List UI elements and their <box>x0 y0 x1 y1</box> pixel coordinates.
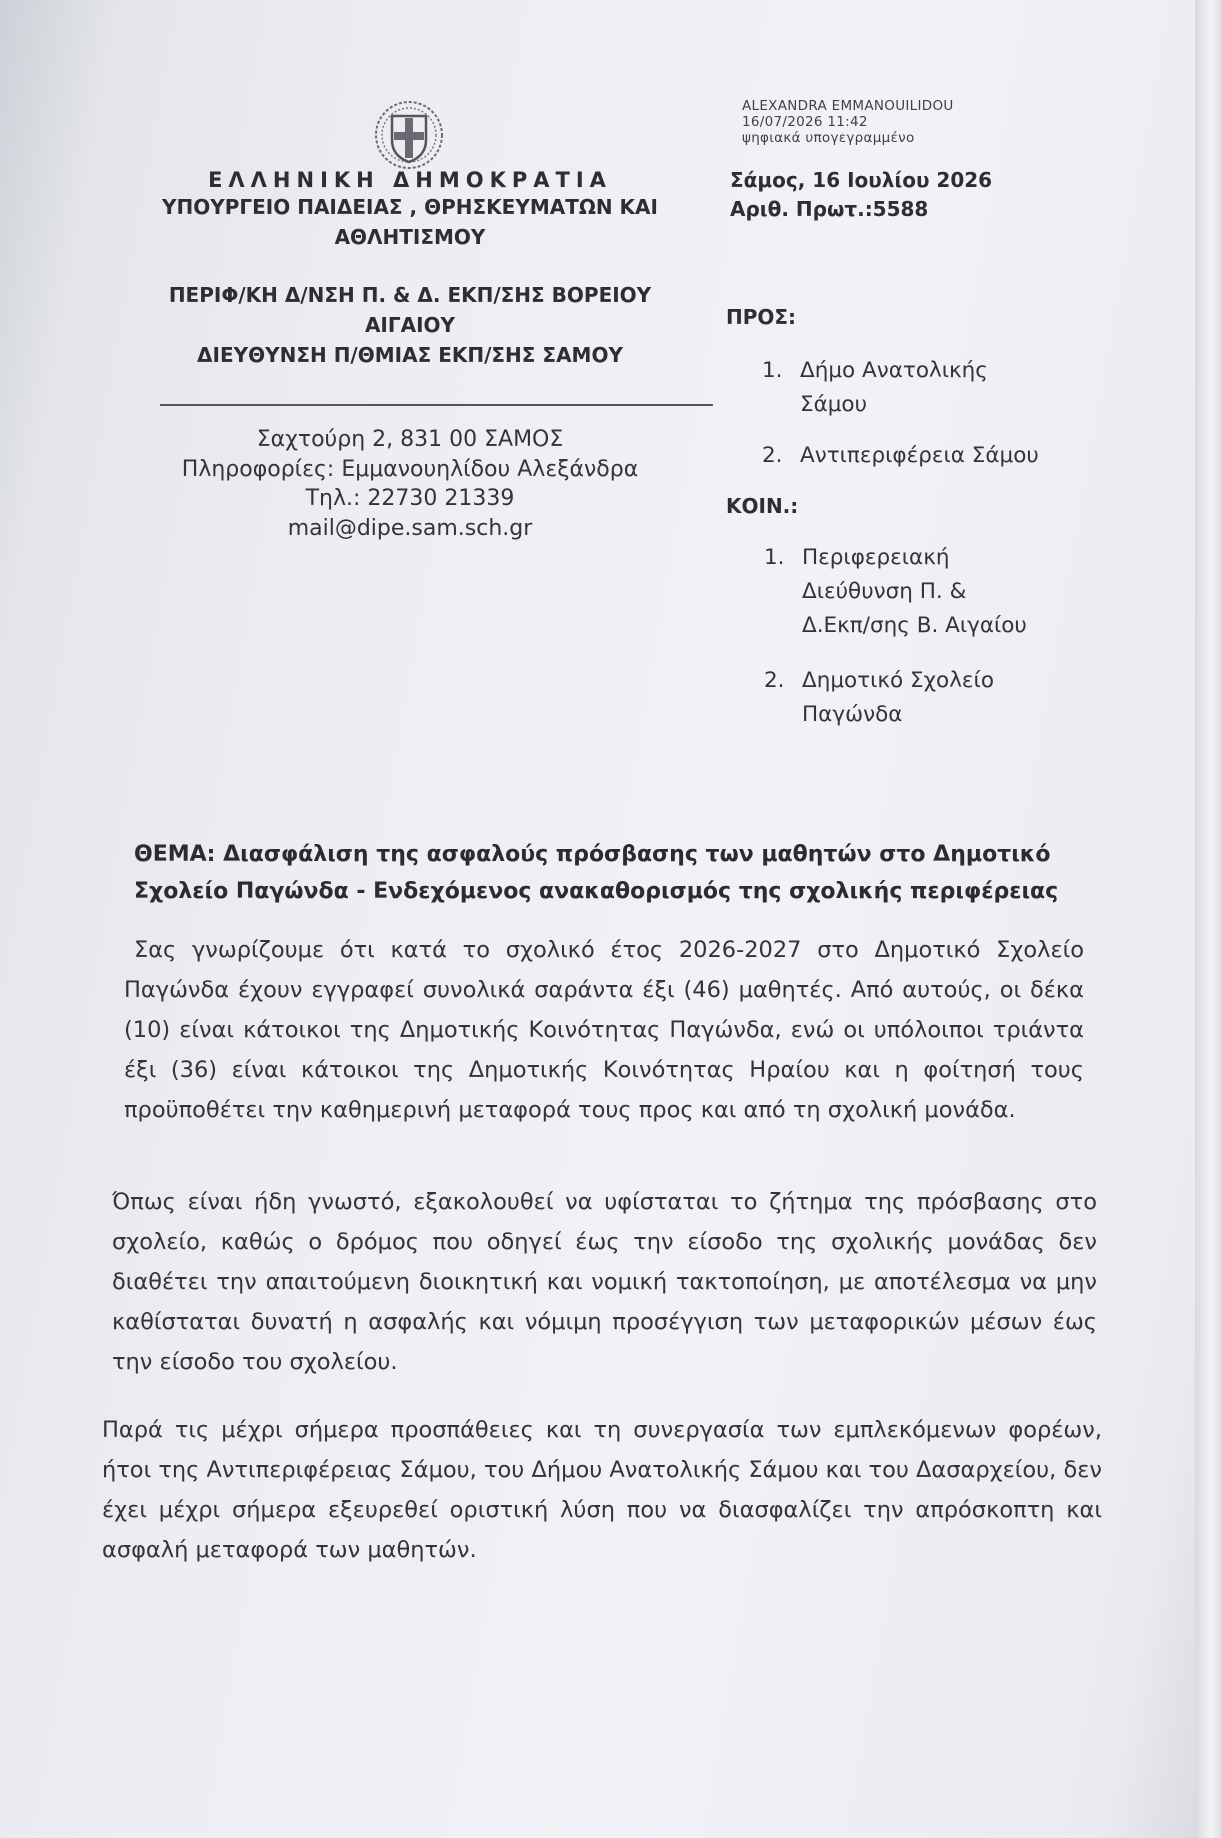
cc-recipient-item <box>764 541 1102 643</box>
recipient-number: 2. <box>762 443 783 468</box>
recipient-number: 2. <box>764 668 785 693</box>
region-line-1: ΠΕΡΙΦ/ΚΗ Δ/ΝΣΗ Π. & Δ. ΕΚΠ/ΣΗΣ ΒΟΡΕΙΟΥ <box>168 283 652 307</box>
recipient-line: Δήμο Ανατολικής <box>800 358 988 383</box>
subject-heading <box>134 836 1064 910</box>
recipient-item <box>762 354 1050 422</box>
recipient-item <box>762 439 1100 473</box>
recipient-number: 1. <box>762 358 783 383</box>
greek-emblem-icon <box>372 98 446 172</box>
recipient-line: Δ.Εκπ/σης Β. Αιγαίου <box>802 613 1027 638</box>
document-date: Σάμος, 16 Ιουλίου 2026 <box>730 168 993 192</box>
contact-address: Σαχτούρη 2, 831 00 ΣΑΜΟΣ <box>256 427 564 452</box>
recipient-line: Αντιπεριφέρεια Σάμου <box>800 443 1039 468</box>
body-paragraph-2: Όπως είναι ήδη γνωστό, εξακολουθεί να υφίσταται το ζήτημα της πρόσβασης στο σχολείο, καθώς ο δρόμος που οδηγεί έως την είσοδο της σχολικής μονάδας δεν διαθέτει την απαιτούμενη διοικητική και νομική τακτοποίηση, με αποτέλεσμα να μην καθίσταται δυνατή η ασφαλής και νόμιμη προσέγγιση των μεταφορικών μέσων έως την είσοδο του σχολείου. <box>112 1189 1097 1375</box>
region-line-2: ΑΙΓΑΙΟΥ <box>364 313 456 337</box>
ministry-name <box>150 192 670 252</box>
subject-line-2: Σχολείο Παγώνδα - Ενδεχόμενος ανακαθορισμός της σχολικής περιφέρειας <box>134 879 1059 904</box>
cc-recipient-item <box>764 664 1052 732</box>
digital-signature-stamp <box>742 98 954 146</box>
contact-info: Πληροφορίες: Εμμανουηλίδου Αλεξάνδρα <box>181 456 639 482</box>
body-paragraph-1: Σας γνωρίζουμε ότι κατά το σχολικό έτος 2026-2027 στο Δημοτικό Σχολείο Παγώνδα έχουν εγγραφεί συνολικά σαράντα έξι (46) μαθητές. Από αυτούς, οι δέκα (10) είναι κάτοικοι της Δημοτικής Κοινότητας Παγώνδα, ενώ οι υπόλοιποι τριάντα έξι (36) είναι κάτοικοι της Δημοτικής Κοινότητας Ηραίου και η φοίτησή τους προϋποθέτει την καθημερινή μεταφορά τους προς και από τη σχολική μονάδα. <box>124 937 1084 1123</box>
to-label: ΠΡΟΣ: <box>726 305 797 329</box>
republic-title: ΕΛΛΗΝΙΚΗ ΔΗΜΟΚΡΑΤΙΑ <box>208 168 612 192</box>
recipient-number: 1. <box>764 545 785 570</box>
subject-line-1: ΘΕΜΑ: Διασφάλιση της ασφαλούς πρόσβασης των μαθητών στο Δημοτικό <box>134 842 1051 867</box>
regional-directorate <box>150 280 670 370</box>
recipient-line: Παγώνδα <box>802 702 903 727</box>
region-line-3: ΔΙΕΥΘΥΝΣΗ Π/ΘΜΙΑΣ ΕΚΠ/ΣΗΣ ΣΑΜΟΥ <box>197 343 623 367</box>
signature-note: ψηφιακά υπογεγραμμένο <box>742 130 915 146</box>
recipient-line: Σάμου <box>800 392 868 417</box>
contact-phone: Τηλ.: 22730 21339 <box>305 486 515 511</box>
header-divider <box>160 404 713 406</box>
signature-name: ALEXANDRA EMMANOUILIDOU <box>742 98 954 114</box>
ministry-line-1: ΥΠΟΥΡΓΕΙΟ ΠΑΙΔΕΙΑΣ , ΘΡΗΣΚΕΥΜΑΤΩΝ ΚΑΙ <box>162 195 658 219</box>
date-protocol-block <box>730 166 992 224</box>
recipient-line: Δημοτικό Σχολείο <box>802 668 994 693</box>
signature-datetime: 16/07/2026 11:42 <box>742 114 868 130</box>
body-paragraph-3: Παρά τις μέχρι σήμερα προσπάθειες και τη συνεργασία των εμπλεκόμενων φορέων, ήτοι της Αντιπεριφέρειας Σάμου, του Δήμου Ανατολικής Σάμου και του Δασαρχείου, δεν έχει μέχρι σήμερα εξευρεθεί οριστική λύση που να διασφαλίζει την απρόσκοπτη και ασφαλή μεταφορά των μαθητών. <box>102 1417 1102 1563</box>
ministry-line-2: ΑΘΛΗΤΙΣΜΟΥ <box>334 225 486 249</box>
protocol-number: Αριθ. Πρωτ.:5588 <box>730 197 929 221</box>
contact-email: mail@dipe.sam.sch.gr <box>287 515 533 541</box>
contact-block <box>140 425 680 543</box>
cc-label: ΚΟΙΝ.: <box>726 494 799 518</box>
recipient-line: Διεύθυνση Π. & <box>802 579 967 604</box>
recipient-line: Περιφερειακή <box>802 545 950 570</box>
page-edge-shadow <box>1195 0 1221 1838</box>
